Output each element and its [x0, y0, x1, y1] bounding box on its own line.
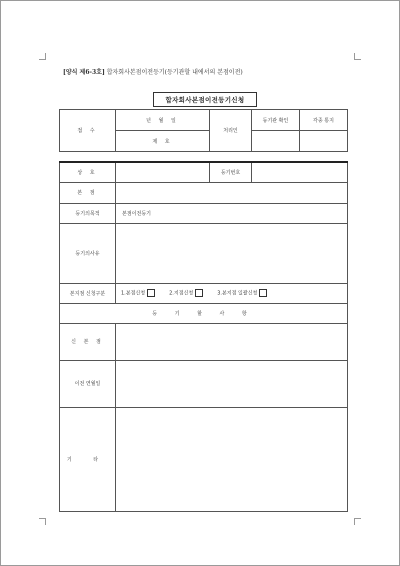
move-date-label: 이전 연월일 [60, 360, 116, 407]
registrar-check-cell[interactable] [252, 131, 300, 152]
new-head-office-field[interactable] [116, 323, 348, 360]
registrar-check-header: 등기관 확인 [252, 110, 300, 131]
receipt-date-cell[interactable]: 년 월 일 [116, 110, 210, 131]
option-head-office[interactable]: 1.본점신청 [121, 289, 155, 297]
move-date-field[interactable] [116, 360, 348, 407]
page-title: 합자회사본점이전등기신청 [153, 92, 257, 107]
crop-mark-top-left [39, 53, 46, 60]
trade-name-label: 상 호 [60, 162, 116, 182]
application-type-label: 본지점 신청구분 [60, 283, 116, 303]
head-office-label: 본 점 [60, 182, 116, 203]
registration-purpose-value: 본점이전등기 [122, 210, 151, 217]
registry-number-label: 등기번호 [210, 162, 252, 182]
notice-cell[interactable] [300, 131, 348, 152]
head-office-field[interactable] [116, 182, 348, 203]
form-number-label [63, 67, 243, 76]
application-type-options [116, 283, 348, 303]
receipt-number-cell[interactable]: 제 호 [116, 131, 210, 152]
crop-mark-top-right [354, 53, 361, 60]
notice-header: 각종 통지 [300, 110, 348, 131]
registration-reason-label: 등기의사유 [60, 223, 116, 283]
registration-purpose-field[interactable] [116, 203, 348, 223]
registration-reason-field[interactable] [116, 223, 348, 283]
form-description: 합자회사본점이전등기(등기관할 내에서의 본점이전) [104, 69, 243, 76]
option-branch[interactable]: 2.지점신청 [169, 289, 203, 297]
application-table [59, 161, 348, 512]
head-office-checkbox[interactable] [147, 289, 155, 297]
handler-label: 처리인 [210, 110, 252, 152]
form-number: [양식 제6-3호] [63, 69, 105, 76]
registry-number-field[interactable] [252, 162, 348, 182]
batch-checkbox[interactable] [259, 289, 267, 297]
other-label: 기 타 [60, 407, 116, 511]
crop-mark-bottom-left [39, 518, 46, 525]
new-head-office-label: 신 본 점 [60, 323, 116, 360]
crop-mark-bottom-right [354, 518, 361, 525]
trade-name-field[interactable] [116, 162, 210, 182]
option-batch[interactable]: 3.본지점 일괄신청 [217, 289, 267, 297]
section-header: 등 기 할 사 항 [60, 303, 348, 323]
branch-checkbox[interactable] [195, 289, 203, 297]
receipt-table [59, 109, 348, 152]
registration-purpose-label: 등기의목적 [60, 203, 116, 223]
other-field[interactable] [116, 407, 348, 511]
receipt-label: 접 수 [60, 110, 116, 152]
